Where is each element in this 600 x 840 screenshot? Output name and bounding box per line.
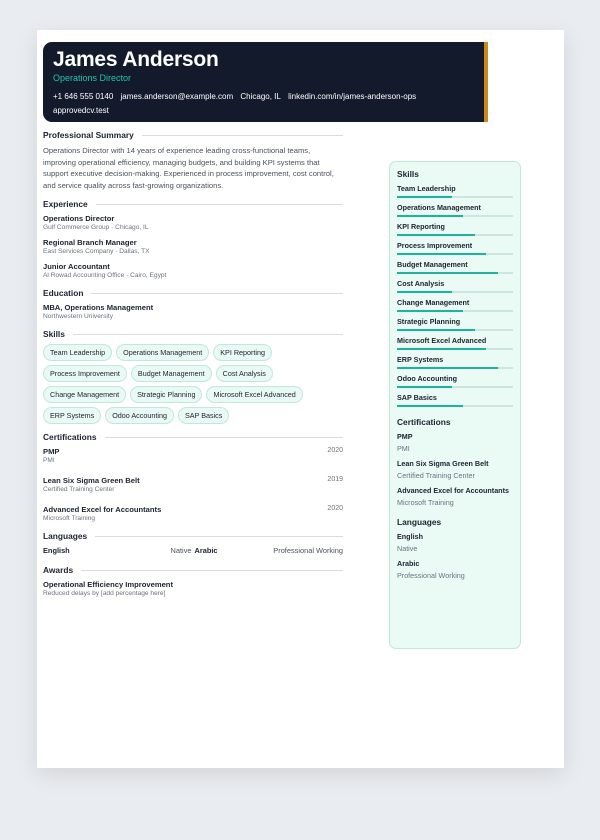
sidebar-skill [397, 374, 513, 388]
certification-name: Advanced Excel for Accountants [43, 505, 162, 515]
sidebar-cert-name: Advanced Excel for Accountants [397, 486, 509, 495]
sidebar-cert [397, 459, 513, 480]
languages-title: Languages [43, 531, 343, 541]
sidebar-skill-bar-fill [397, 215, 463, 217]
skill-chip: ERP Systems [43, 407, 101, 424]
contact-email: james.anderson@example.com [120, 92, 234, 101]
skill-chip: Budget Management [131, 365, 212, 382]
sidebar-skill-bar [397, 367, 513, 369]
skills-title: Skills [43, 329, 343, 339]
sidebar-skill-bar-fill [397, 367, 498, 369]
sidebar-skill-bar [397, 215, 513, 217]
sidebar-languages-title: Languages [397, 517, 442, 527]
header-accent-stripe [484, 42, 488, 122]
experience-item-sub: Al Rowad Accounting Office · Cairo, Egypt [43, 272, 167, 280]
sidebar-skill-name: Strategic Planning [397, 317, 461, 326]
certification-item [43, 476, 343, 493]
sidebar-certifications-title: Certifications [397, 417, 451, 427]
experience-item [43, 238, 343, 255]
certification-item [43, 447, 343, 464]
certification-item [43, 505, 343, 522]
sidebar-skill-bar-fill [397, 234, 475, 236]
sidebar-skill-bar-fill [397, 405, 463, 407]
sidebar-cert [397, 486, 513, 507]
sidebar-skill [397, 279, 513, 293]
sidebar-skill [397, 317, 513, 331]
sidebar-skill-name: KPI Reporting [397, 222, 445, 231]
sidebar-cert-name: Lean Six Sigma Green Belt [397, 459, 489, 468]
sidebar-skill-name: Process Improvement [397, 241, 473, 250]
sidebar-skill [397, 184, 513, 198]
skill-chip: Operations Management [116, 344, 209, 361]
sidebar-skill-bar [397, 272, 513, 274]
experience-item-sub: East Services Company · Dallas, TX [43, 248, 150, 256]
sidebar-skill-bar [397, 253, 513, 255]
sidebar-skills-title: Skills [397, 169, 419, 179]
sidebar-skill-bar [397, 329, 513, 331]
main-column [43, 130, 343, 604]
education-title: Education [43, 288, 343, 298]
languages-row [43, 546, 343, 555]
sidebar-skill-name: Cost Analysis [397, 279, 445, 288]
sidebar [389, 161, 521, 649]
sidebar-skill [397, 298, 513, 312]
skill-chip: Microsoft Excel Advanced [206, 386, 302, 403]
skill-chips [43, 344, 343, 424]
certification-issuer: Microsoft Training [43, 515, 96, 523]
sidebar-language-level: Professional Working [397, 571, 465, 580]
sidebar-skill-bar [397, 405, 513, 407]
skill-chip: Process Improvement [43, 365, 127, 382]
sidebar-cert [397, 432, 513, 453]
sidebar-skill-bar-fill [397, 272, 498, 274]
education-item-sub: Northwestern University [43, 313, 113, 321]
contact-linkedin: linkedin.com/in/james-anderson-ops [288, 92, 417, 101]
certification-name: PMP [43, 447, 60, 457]
summary-text: Operations Director with 14 years of experience leading cross-functional teams, improving operational efficiency, managing budgets, and building KPI systems that support executive decision-making. Experienced in process improvement, cost control, and service quality across fast-growing organizations. [43, 146, 334, 190]
sidebar-skill [397, 355, 513, 369]
sidebar-skill-bar-fill [397, 329, 475, 331]
sidebar-cert-name: PMP [397, 432, 413, 441]
sidebar-skill-bar [397, 310, 513, 312]
contact-website: approvedcv.test [53, 106, 109, 115]
skill-chip: Cost Analysis [216, 365, 273, 382]
sidebar-skill-bar [397, 234, 513, 236]
sidebar-skill-bar [397, 291, 513, 293]
experience-item-title: Junior Accountant [43, 262, 110, 272]
certification-year: 2020 [327, 505, 343, 513]
contact-location: Chicago, IL [240, 92, 281, 101]
sidebar-skill-bar [397, 348, 513, 350]
sidebar-skill-name: Microsoft Excel Advanced [397, 336, 487, 345]
certification-issuer: PMI [43, 457, 55, 465]
sidebar-skill-name: Operations Management [397, 203, 481, 212]
sidebar-language-name: English [397, 532, 423, 541]
certifications-title: Certifications [43, 432, 343, 442]
certification-name: Lean Six Sigma Green Belt [43, 476, 140, 486]
language-name: Arabic [194, 546, 218, 556]
education-item-title: MBA, Operations Management [43, 303, 154, 313]
awards-title: Awards [43, 565, 343, 575]
sidebar-skill-bar [397, 386, 513, 388]
language-level: Professional Working [273, 546, 343, 556]
certification-issuer: Certified Training Center [43, 486, 115, 494]
skill-chip: Odoo Accounting [105, 407, 174, 424]
sidebar-skill-bar-fill [397, 291, 452, 293]
contact-info [53, 90, 478, 118]
experience-item-sub: Gulf Commerce Group · Chicago, IL [43, 224, 149, 232]
award-title: Operational Efficiency Improvement [43, 580, 173, 590]
sidebar-skill-bar [397, 196, 513, 198]
sidebar-skill-name: Odoo Accounting [397, 374, 458, 383]
sidebar-language-name: Arabic [397, 559, 420, 568]
language-level: Native [170, 546, 192, 556]
sidebar-skill [397, 393, 513, 407]
sidebar-cert-issuer: Microsoft Training [397, 498, 454, 507]
sidebar-language [397, 559, 513, 580]
language-name: English [43, 546, 70, 556]
sidebar-cert-issuer: PMI [397, 444, 410, 453]
experience-item [43, 262, 343, 279]
experience-item-title: Regional Branch Manager [43, 238, 137, 248]
skill-chip: Team Leadership [43, 344, 112, 361]
resume-header [43, 42, 484, 122]
skill-chip: KPI Reporting [213, 344, 272, 361]
skill-chip: SAP Basics [178, 407, 229, 424]
certification-year: 2020 [327, 447, 343, 455]
sidebar-skill-bar-fill [397, 196, 452, 198]
certification-year: 2019 [327, 476, 343, 484]
sidebar-skill-bar-fill [397, 310, 463, 312]
award-item [43, 580, 343, 597]
summary-title: Professional Summary [43, 130, 343, 140]
sidebar-skill [397, 336, 513, 350]
sidebar-language [397, 532, 513, 553]
sidebar-skill-bar-fill [397, 348, 486, 350]
education-item [43, 303, 343, 320]
award-detail: Reduced delays by [add percentage here] [43, 590, 166, 598]
contact-phone: +1 646 555 0140 [53, 92, 114, 101]
sidebar-skill [397, 203, 513, 217]
candidate-name: James Anderson [53, 48, 219, 71]
sidebar-skill-name: ERP Systems [397, 355, 444, 364]
sidebar-skill-list [397, 184, 513, 407]
sidebar-skill [397, 260, 513, 274]
sidebar-skill [397, 222, 513, 236]
sidebar-skill-name: Budget Management [397, 260, 468, 269]
sidebar-skill-name: Team Leadership [397, 184, 456, 193]
sidebar-skill [397, 241, 513, 255]
sidebar-skill-name: Change Management [397, 298, 470, 307]
sidebar-language-level: Native [397, 544, 418, 553]
sidebar-cert-issuer: Certified Training Center [397, 471, 475, 480]
sidebar-skill-bar-fill [397, 253, 486, 255]
experience-item [43, 214, 343, 231]
candidate-role: Operations Director [53, 73, 132, 83]
skill-chip: Strategic Planning [130, 386, 202, 403]
experience-title: Experience [43, 199, 343, 209]
sidebar-skill-name: SAP Basics [397, 393, 437, 402]
skill-chip: Change Management [43, 386, 126, 403]
experience-item-title: Operations Director [43, 214, 115, 224]
sidebar-skill-bar-fill [397, 386, 452, 388]
